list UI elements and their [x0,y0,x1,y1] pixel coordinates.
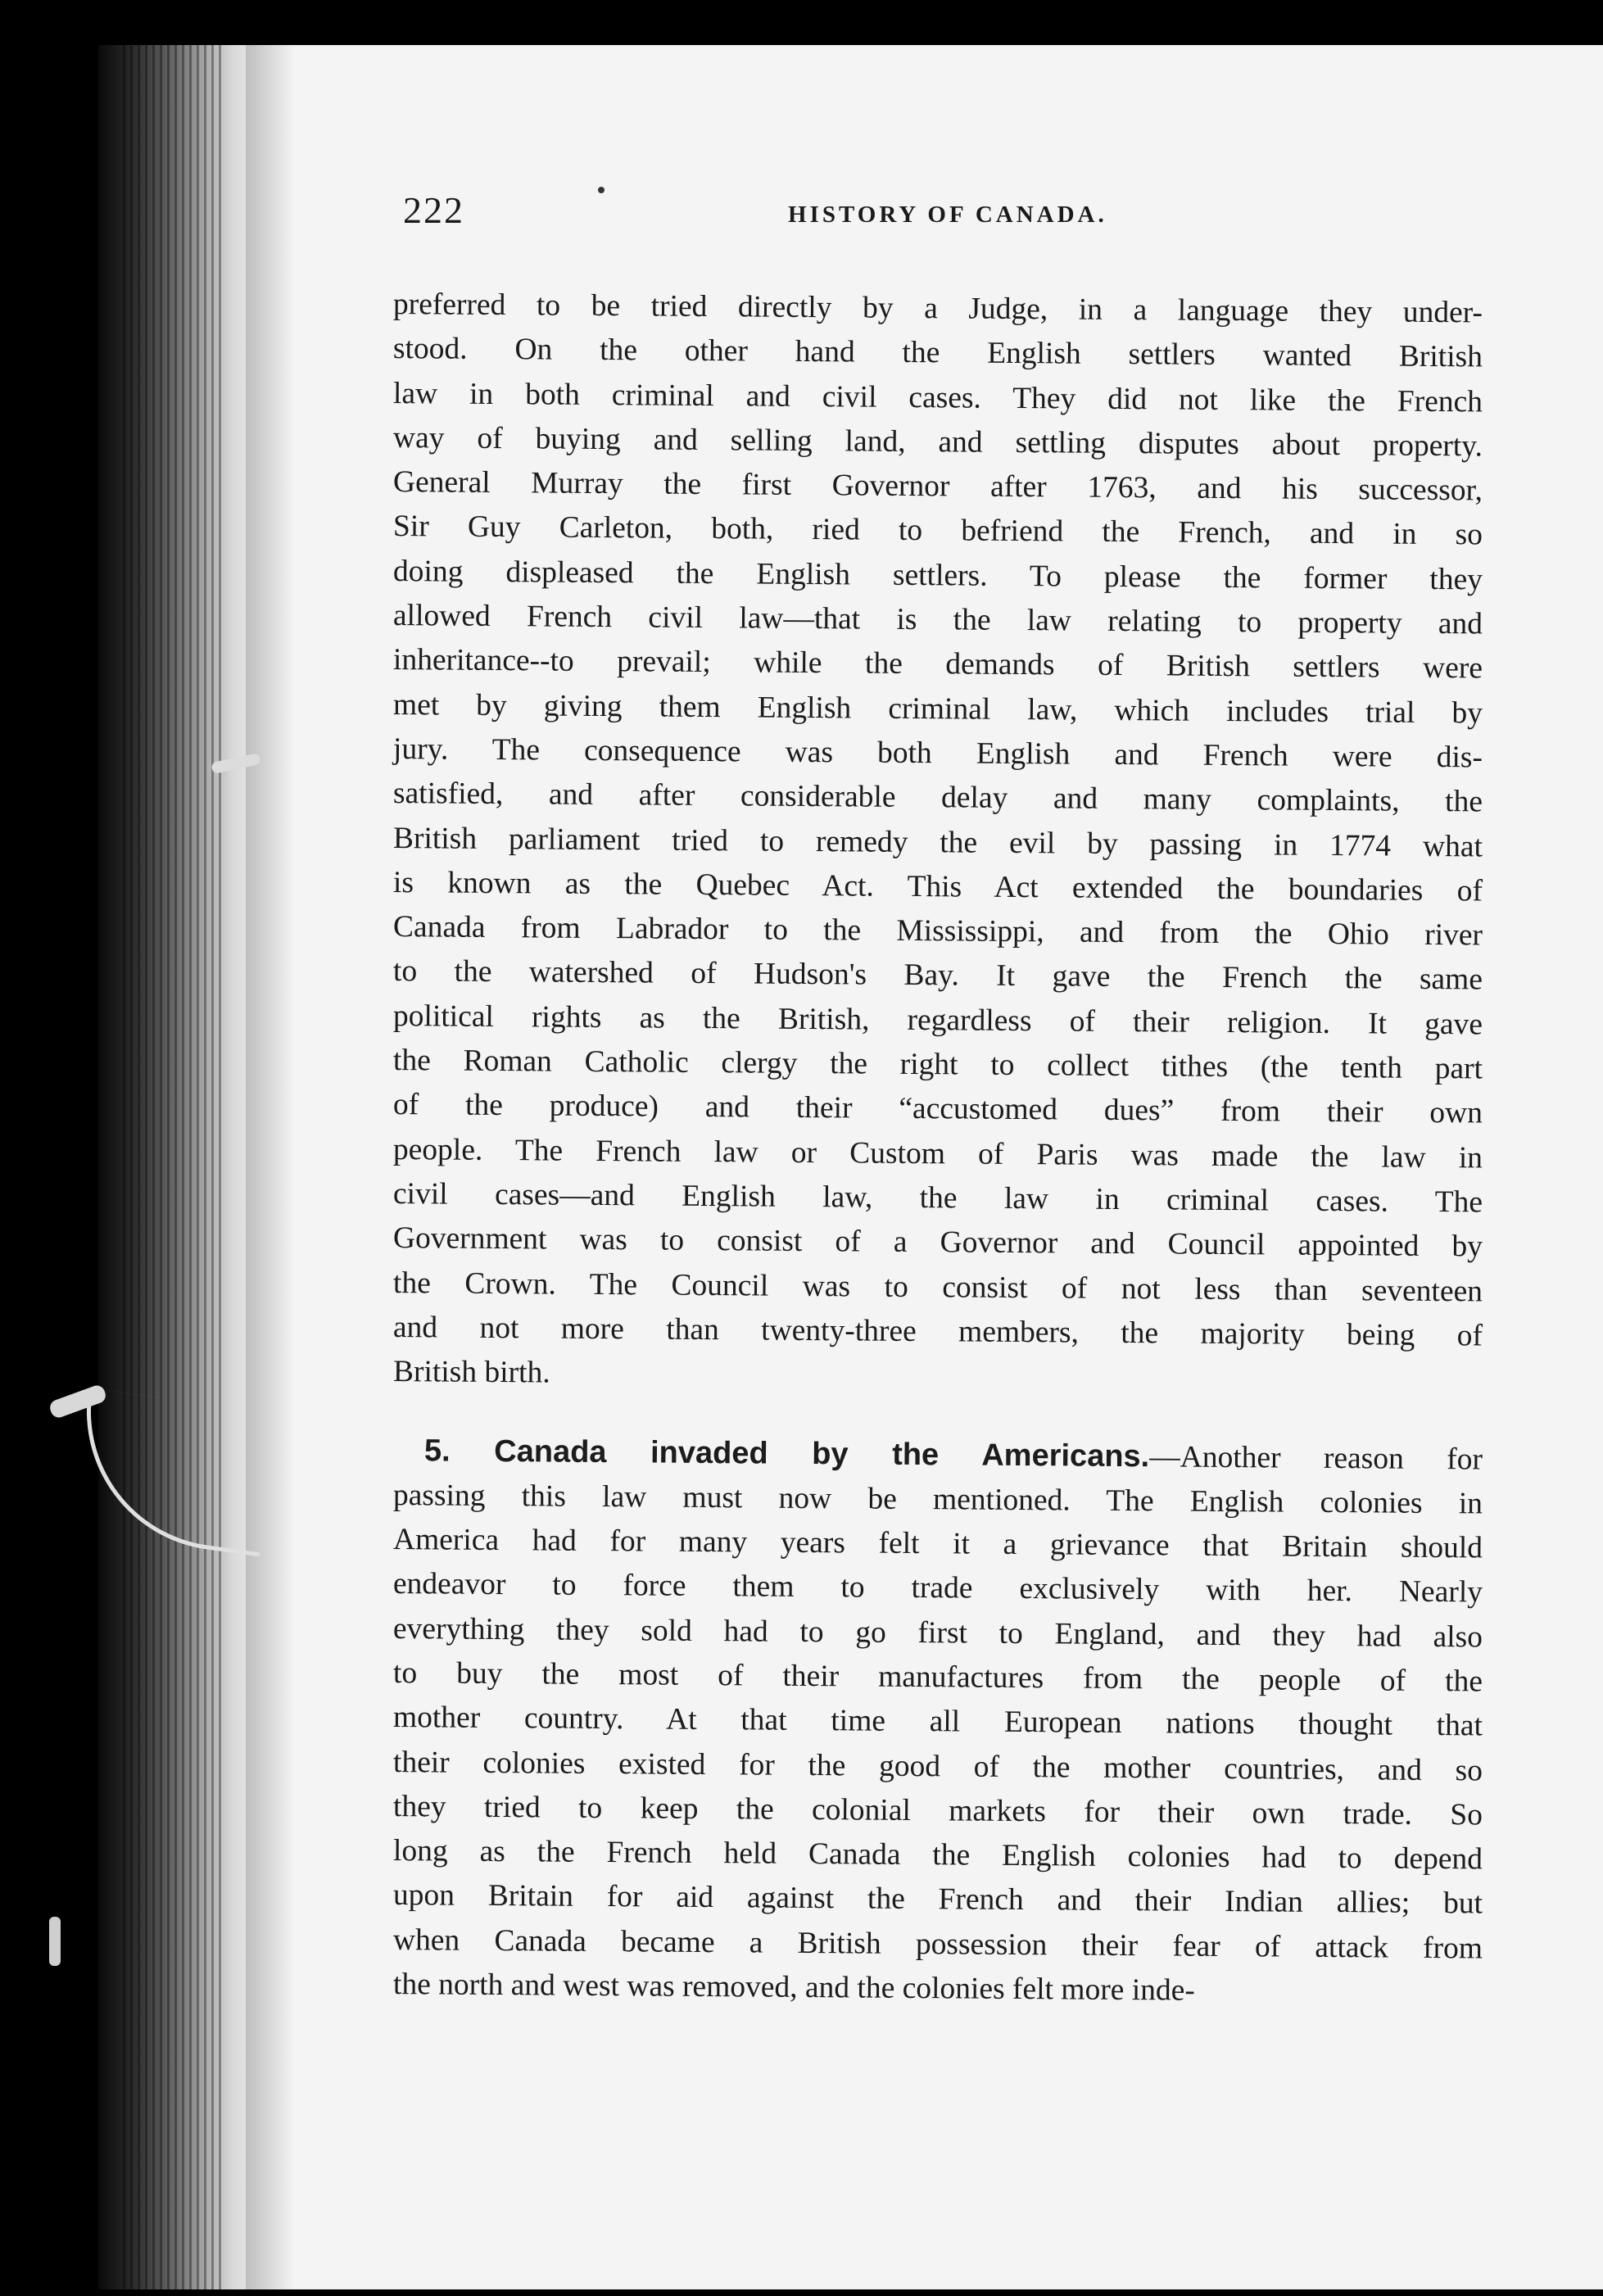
page-gutter-shadow [246,45,295,2289]
body-text [393,283,1483,2007]
section-first-line [393,1429,1483,1482]
text-line: to the watershed of Hudson's Bay. It gave the French the same [392,954,1483,997]
text-line: everything they sold had to go first to England, and they had also [392,1611,1483,1655]
text-line: jury. The consequence was both English and French were dis- [392,731,1483,775]
text-line: satisfied, and after considerable delay and many complaints, the [392,777,1483,819]
text-line: upon Britain for aid against the French and their Indian allies; but [392,1878,1483,1921]
text-line: way of buying and selling land, and settling disputes about property. [392,420,1483,464]
book-title: HISTORY OF CANADA. [788,202,1107,228]
text-line: to buy the most of their manufactures from the people of the [392,1655,1483,1699]
section-paragraph [393,1429,1483,2007]
text-line: British parliament tried to remedy the evil by passing in 1774 what [392,821,1483,864]
text-line: law in both criminal and civil cases. They did not like the French [392,376,1483,419]
text-line: people. The French law or Custom of Paris was made the law in [392,1132,1483,1175]
running-head [403,188,1476,238]
text-line: stood. On the other hand the English settlers wanted British [392,332,1483,374]
text-line: they tried to keep the colonial markets for their own trade. So [392,1789,1483,1832]
text-line: General Murray the first Governor after 1763, and his successor, [392,465,1483,508]
paragraph [393,283,1483,1394]
text-line: the Crown. The Council was to consist of not less than seventeen [392,1266,1483,1308]
text-line: mother country. At that time all European nations thought that [392,1700,1483,1743]
text-line: and not more than twenty-three members, the majority being of [392,1310,1483,1353]
text-line: met by giving them English criminal law, which includes trial by [392,687,1483,731]
spine-texture [123,45,221,2289]
text-line: long as the French held Canada the English colonies had to depend [392,1834,1483,1877]
text-line: Government was to consist of a Governor and Council appointed by [392,1221,1483,1264]
text-line: the north and west was removed, and the colonies felt more inde- [392,1967,1196,2008]
text-line: doing displeased the English settlers. To please the former they [392,554,1483,597]
text-line: inheritance--to prevail; while the demands of British settlers were [392,643,1483,686]
text-line: when Canada became a British possession their fear of attack from [392,1922,1483,1966]
text-line: preferred to be tried directly by a Judge, in a language they under- [392,288,1483,330]
text-line: America had for many years felt it a grievance that Britain should [392,1523,1483,1565]
text-line: passing this law must now be mentioned. The English colonies in [392,1478,1483,1521]
text-line: Sir Guy Carleton, both, ried to befriend the French, and in so [392,509,1483,552]
page-number: 222 [403,189,464,231]
text-line: their colonies existed for the good of the mother countries, and so [392,1745,1483,1787]
text-line: the Roman Catholic clergy the right to collect tithes (the tenth part [392,1044,1483,1086]
text-line: is known as the Quebec Act. This Act extended the boundaries of [392,865,1483,908]
text-line: endeavor to force them to trade exclusively with her. Nearly [392,1567,1483,1610]
text-line: of the produce) and their “accustomed dues” from their own [392,1088,1483,1130]
text-line: Canada from Labrador to the Mississippi, and from the Ohio river [392,910,1483,953]
section-heading: 5. Canada invaded by the Americans. [423,1433,1150,1474]
text-line: British birth. [392,1355,550,1390]
margin-mark [49,1917,61,1966]
text-line: civil cases—and English law, the law in criminal cases. The [392,1176,1483,1220]
section-first-line-text: —Another reason for [1149,1440,1483,1477]
text-line: political rights as the British, regardless of their religion. It gave [392,999,1483,1042]
text-line: allowed French civil law—that is the law relating to property and [392,599,1483,641]
